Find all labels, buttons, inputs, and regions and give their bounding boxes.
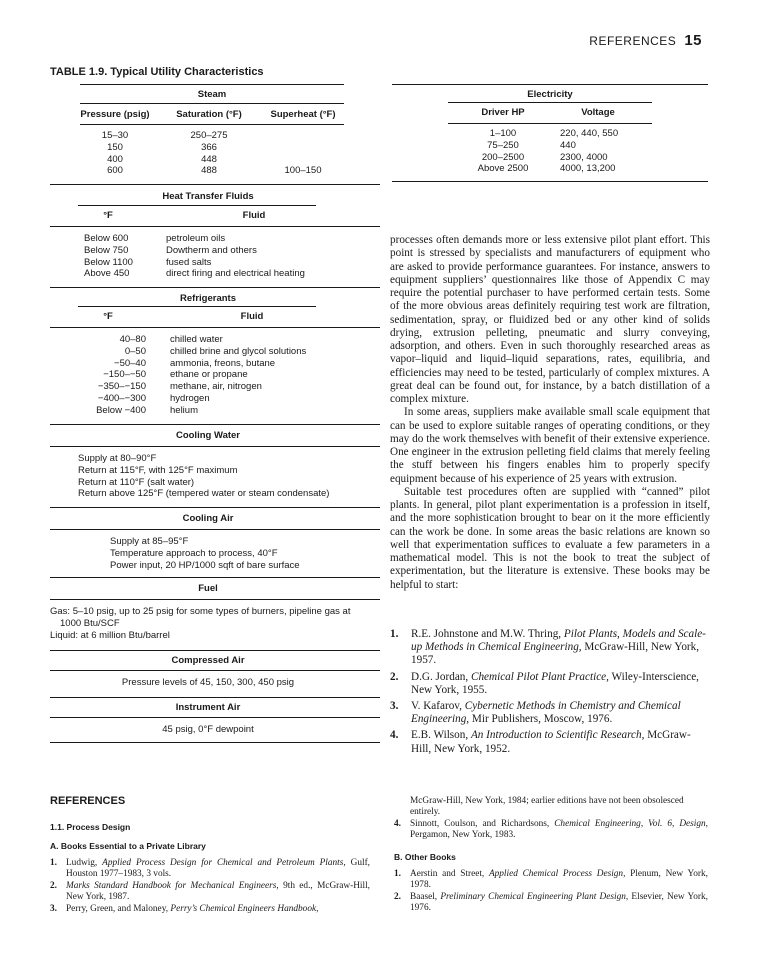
table-cell: 40–80 [119, 334, 146, 345]
instrument-air-heading: Instrument Air [175, 702, 241, 713]
ref-title: Chemical Pilot Plant Practice, [470, 670, 609, 683]
compressed-air-heading: Compressed Air [171, 655, 245, 666]
ref-authors: Aerstin and Street, [410, 869, 489, 879]
ref-publisher: Mir Publishers, Moscow, 1976. [469, 713, 613, 726]
cooling-air-lines [110, 536, 300, 571]
ref-authors: Sinnott, Coulson, and Richardsons, [410, 819, 555, 829]
rule [50, 507, 380, 508]
ref-authors: E.B. Wilson, [411, 729, 471, 742]
ref-authors: Ludwig, [66, 858, 103, 868]
paragraph: In some areas, suppliers make available small scale equipment that can be used to explore suitable ranges of operating conditions, or they may do the work themselves with benefit of their extensive experience. One engineer in the extrusion pelleting field claims that merely feeling the stuff between his fingers enables him to properly specify equipment because of his experience of 25 years with extrusion. [390, 406, 710, 485]
table-cell: Below −400 [96, 404, 146, 416]
table-cell: Below 750 [84, 244, 129, 256]
pilot-plant-reference-list [390, 628, 710, 759]
rule [392, 84, 708, 85]
table-cell: 15–30 [101, 130, 129, 141]
item-number: 1. [394, 869, 401, 879]
rule [50, 650, 380, 651]
table-cell: 440 [560, 139, 576, 151]
compressed-air-line: Pressure levels of 45, 150, 300, 450 psig [121, 677, 295, 688]
list-item [390, 700, 710, 726]
references-heading: REFERENCES [50, 795, 126, 807]
text-line: Supply at 85–95°F [110, 536, 189, 547]
fuel-heading: Fuel [198, 583, 218, 594]
rule [448, 123, 652, 124]
list-item [390, 729, 710, 755]
rule [50, 287, 380, 288]
electricity-col-voltage: Voltage [581, 107, 615, 118]
table-cell: −400–−300 [97, 392, 146, 404]
list-item [50, 881, 370, 903]
heat-transfer-heading: Heat Transfer Fluids [162, 191, 254, 202]
cooling-water-lines [78, 453, 329, 500]
table-cell: 4000, 13,200 [560, 163, 616, 175]
ref-title: Perry’s Chemical Engineers Handbook, [170, 904, 319, 914]
text-line: 1000 Btu/SCF [60, 617, 120, 629]
table-cell: chilled water [170, 334, 223, 345]
table-title: TABLE 1.9. Typical Utility Characteristics [50, 66, 264, 78]
ref-publisher: Wiley-Interscience, New York, 1955. [411, 670, 699, 696]
text-line: Return above 125°F (tempered water or steam condensate) [78, 488, 330, 500]
refrigerants-col-temp: °F [103, 311, 113, 322]
item-number: 2. [50, 881, 57, 891]
list-item [390, 628, 710, 668]
ref-publisher: Plenum, New York, 1978. [410, 869, 708, 890]
list-item [394, 892, 708, 914]
table-cell: 1–100 [489, 128, 517, 139]
books-list-a-continued [394, 819, 708, 842]
heat-transfer-fluid-column [166, 233, 305, 280]
ref-authors: R.E. Johnstone and M.W. Thring, [411, 628, 564, 640]
rule [50, 226, 380, 227]
rule [392, 181, 708, 182]
ref-publisher: 9th ed., McGraw-Hill, New York, 1987. [66, 881, 371, 902]
running-head-label: REFERENCES [589, 34, 677, 48]
text-line: Power input, 20 HP/1000 sqft of bare surface [110, 559, 300, 571]
table-cell: 366 [201, 141, 217, 153]
ref-title: Applied Process Design for Chemical and Petroleum Plants, [102, 858, 346, 868]
paragraph: processes often demands more or less extensive pilot plant effort. This point is stressed by specialists and manufacturers of equipment who are asked to provide performance guarantees. For instance, answers to equipment suppliers’ questionnaires like those of Appendix C may require the potential purchaser to have performed certain tests. Some of the more obvious areas definitely requiring test work are filtration, sedimentation, spray, or fluidized bed or any other kind of solids drying, extrusion pelleting, pneumatic and slurry conveying, adsorption, and others. Even in such thoroughly researched areas as vapor–liquid and liquid–liquid separations, rates, equilibria, and efficiencies may need to be tested, particularly of complex mixtures. A great deal can be found out, for instance, by a batch distillation of a complex mixture. [390, 234, 710, 405]
continued-reference-text: McGraw-Hill, New York, 1984; earlier editions have not been obsolesced entirely. [410, 796, 684, 817]
electricity-driver-column [466, 128, 540, 175]
table-cell: Below 600 [84, 233, 129, 244]
rule [50, 599, 380, 600]
table-cell: hydrogen [170, 392, 210, 404]
refrigerants-temp-column [82, 334, 146, 417]
table-cell: Above 2500 [477, 163, 529, 175]
list-item [50, 858, 370, 880]
item-number: 2. [390, 670, 399, 683]
steam-superheat-column [262, 130, 344, 177]
rule [78, 306, 316, 307]
list-item [394, 819, 708, 841]
rule [50, 697, 380, 698]
rule [50, 184, 380, 185]
table-cell: 200–2500 [481, 151, 525, 163]
item-number: 1. [50, 858, 57, 868]
table-cell: Above 450 [84, 268, 130, 280]
books-list-a [50, 858, 370, 916]
rule [50, 742, 380, 743]
rule [50, 424, 380, 425]
table-cell: 220, 440, 550 [560, 128, 619, 139]
table-cell: 400 [107, 153, 123, 165]
table-cell [262, 130, 344, 142]
table-cell: fused salts [166, 256, 212, 268]
rule [448, 102, 652, 103]
steam-pressure-column [80, 130, 150, 177]
section-heading: 1.1. Process Design [50, 822, 131, 832]
instrument-air-line: 45 psig, 0°F dewpoint [162, 724, 254, 735]
list-item [390, 671, 710, 697]
heat-transfer-col-fluid: Fluid [242, 210, 266, 221]
table-cell: 448 [201, 153, 217, 165]
ref-publisher: Pergamon, New York, 1983. [410, 830, 516, 840]
table-cell: methane, air, nitrogen [170, 381, 262, 393]
ref-title: Cybernetic Methods in Chemistry and Chemical Engineering, [411, 700, 681, 726]
table-cell: 250–275 [190, 130, 228, 141]
electricity-heading: Electricity [527, 89, 573, 100]
ref-publisher: McGraw-Hill, New York, 1957. [411, 641, 700, 667]
refrigerants-fluid-column [170, 334, 306, 417]
running-head [589, 32, 702, 49]
rule [50, 670, 380, 671]
heat-transfer-temp-column [84, 233, 133, 280]
electricity-col-driver: Driver HP [481, 107, 525, 118]
refrigerants-heading: Refrigerants [180, 293, 236, 304]
books-list-b [394, 869, 708, 915]
ref-publisher: McGraw-Hill, New York, 1952. [411, 729, 691, 755]
ref-publisher: Elsevier, New York, 1976. [410, 892, 708, 913]
rule [78, 205, 316, 206]
rule [80, 124, 344, 125]
table-cell: 75–250 [487, 139, 519, 151]
list-item [50, 904, 370, 915]
ref-authors: Baasel, [410, 892, 441, 902]
table-cell: Dowtherm and others [166, 244, 257, 256]
table-cell: −350–−150 [97, 381, 146, 393]
item-number: 1. [390, 628, 399, 640]
body-text [390, 234, 710, 592]
table-cell: petroleum oils [166, 233, 226, 244]
table-cell: helium [170, 404, 198, 416]
ref-authors: D.G. Jordan, [411, 670, 471, 683]
page-number: 15 [684, 32, 702, 49]
table-cell [262, 154, 344, 166]
ref-authors: V. Kafarov, [411, 700, 465, 713]
table-cell: chilled brine and glycol solutions [170, 345, 307, 357]
subsection-heading-a: A. Books Essential to a Private Library [50, 841, 206, 851]
table-cell: ethane or propane [170, 369, 248, 381]
ref-publisher: Gulf, Houston 1977–1983, 3 vols. [66, 858, 370, 879]
rule [50, 717, 380, 718]
ref-title: Chemical Engineering, Vol. 6, Design, [554, 819, 708, 829]
table-cell [262, 142, 344, 154]
paragraph: Suitable test procedures often are supplied with “canned” pilot plants. In general, pilot plant experimentation is a profession in itself, and the more sophistication brought to bear on it the more efficiently can the work be done. In some areas the basic relations are known so well that experimentation suffices to evaluate a few parameters in a mathematical model. This is not the book to treat the subject of experimentation, but the literature is extensive. These books may be helpful to start: [390, 485, 710, 591]
steam-col-superheat: Superheat (°F) [270, 109, 336, 120]
text-line: Temperature approach to process, 40°F [110, 547, 278, 559]
text-line: Return at 115°F, with 125°F maximum [78, 464, 238, 476]
item-number: 4. [390, 729, 399, 742]
text-line: Supply at 80–90°F [78, 453, 157, 464]
table-cell: 2300, 4000 [560, 151, 608, 163]
text-line: Gas: 5–10 psig, up to 25 psig for some types of burners, pipeline gas at [50, 606, 351, 617]
rule [80, 84, 344, 85]
table-cell: 600 [107, 165, 123, 177]
ref-title: Marks Standard Handbook for Mechanical Engineers, [66, 881, 279, 891]
ref-title: Applied Chemical Process Design, [488, 869, 626, 879]
text-line: Liquid: at 6 million Btu/barrel [50, 629, 170, 641]
rule [50, 577, 380, 578]
list-item [394, 869, 708, 891]
cooling-water-heading: Cooling Water [175, 430, 241, 441]
ref-authors: Perry, Green, and Maloney, [66, 904, 171, 914]
table-cell: 100–150 [284, 165, 322, 177]
table-cell: 488 [201, 165, 217, 177]
ref-title: Preliminary Chemical Engineering Plant Design, [440, 892, 629, 902]
steam-heading: Steam [197, 89, 227, 100]
table-cell: −50–40 [114, 357, 146, 369]
rule [50, 529, 380, 530]
electricity-voltage-column [560, 128, 650, 175]
table-cell: ammonia, freons, butane [170, 357, 276, 369]
ref-title: An Introduction to Scientific Research, [470, 729, 645, 742]
steam-col-saturation: Saturation (°F) [176, 109, 242, 120]
table-cell: 0–50 [124, 345, 146, 357]
fuel-lines [50, 606, 350, 641]
table-cell: Below 1100 [84, 256, 133, 268]
rule [50, 446, 380, 447]
rule [80, 103, 344, 104]
refrigerants-col-fluid: Fluid [240, 311, 264, 322]
heat-transfer-col-temp: °F [103, 210, 113, 221]
table-cell: direct firing and electrical heating [166, 268, 305, 280]
subsection-heading-b: B. Other Books [394, 852, 456, 862]
ref-title: Pilot Plants, Models and Scale-up Methods in Chemical Engineering, [411, 628, 706, 654]
steam-col-pressure: Pressure (psig) [80, 109, 150, 120]
cooling-air-heading: Cooling Air [182, 513, 234, 524]
item-number: 4. [394, 819, 401, 829]
steam-saturation-column [168, 130, 250, 177]
rule [50, 327, 380, 328]
text-line: Return at 110°F (salt water) [78, 476, 195, 488]
table-cell: 150 [107, 141, 123, 153]
item-number: 2. [394, 892, 401, 902]
item-number: 3. [50, 904, 57, 914]
table-cell: −150–−50 [103, 369, 146, 381]
item-number: 3. [390, 700, 399, 713]
